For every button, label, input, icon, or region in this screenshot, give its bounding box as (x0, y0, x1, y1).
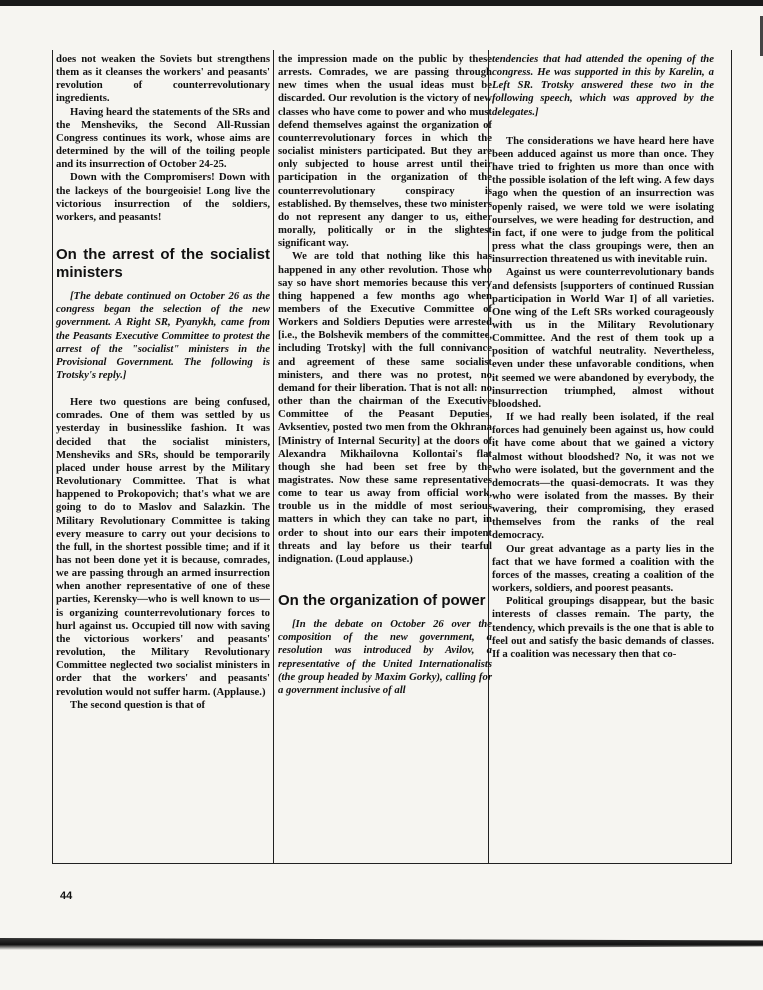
bottom-border (52, 863, 732, 864)
column-2 (278, 53, 492, 697)
paragraph: Political groupings disappear, but the basic interests of classes remain. The party, the tendency, which prevails is the one that is able to feel out and satisfy the basic demands of classes. If a coalition was necessary then that co- (492, 595, 714, 660)
left-border (52, 50, 53, 864)
paragraph: Having heard the statements of the SRs and the Mensheviks, the Second All-Russian Congress continues its work, whose aims are determined by the will of the toiling people and its insurrection of October 24-25. (56, 105, 270, 171)
editorial-intro: [In the debate on October 26 over the composition of the new government, a resolution was introduced by Avilov, a representative of the United Internationalists (the group headed by Maxim Gorky), calling for a government inclusive of all (278, 618, 492, 696)
paragraph: If we had really been isolated, if the real forces had genuinely been against us, how could it have come about that we gained a victory almost without bloodshed? No, it was not we who were isolated, but the government and the democrats—the quasi-democrats. It was they who were isolated from the masses. By their wavering, their compromising, they erased themselves from the ranks of the real democracy. (492, 411, 714, 542)
paragraph: The second question is that of (70, 698, 206, 711)
paragraph: Against us were counterrevolutionary bands and defensists [supporters of continued Russian participation in World War I] of all varieties. One wing of the Left SRs worked courageously with us in the Military Revolutionary Committee. And the rest of them took up a position of watchful neutrality. Nevertheless, even under these unfavorable conditions, when it seemed we were abandoned by everybody, the insurrection triumphed, almost without bloodshed. (492, 266, 714, 410)
editorial-intro-continued: tendencies that had attended the opening of the congress. He was supported in this by Karelin, a Left SR. Trotsky answered these two in the following speech, which was approved by the delegates.] (492, 53, 714, 118)
section-heading: On the arrest of the socialist ministers (56, 246, 270, 282)
paragraph: The considerations we have heard here have been adduced against us more than once. They have tried to frighten us more than once with the possible isolation of the left wing. A few days ago when the question of an insurrection was openly raised, we were told we were isolating ourselves, we were heading for destruction, and in fact, if one were to judge from the political press what the class groupings were, then an insurrection threatened us with inevitable ruin. (492, 134, 714, 266)
right-border (731, 50, 732, 864)
paragraph: Here two questions are being confused, comrades. One of them was settled by us yesterday in businesslike fashion. It was decided that the socialist ministers, Mensheviks and SRs, should be temporarily placed under house arrest by the Military Revolutionary Committee. That is what happened to Prokopovich; that's what we are going to do to Maslov and Salazkin. The Military Revolutionary Committee is taking every measure to carry out your decisions to the full, in the shortest possible time; and if it has not been done yet it is because, comrades, we are passing through an armed insurrection when another representative of one of these parties, Kerensky—who is well known to us—is organizing counterrevolutionary forces to hurl against us. Occupied till now with saving the victorious workers' and peasants' revolution, the Military Revolutionary Committee neglected two socialist ministers in order that the workers' and peasants' revolution would not suffer harm. (Applause.) (56, 396, 270, 698)
editorial-intro: [The debate continued on October 26 as the congress began the selection of the new government. A Right SR, Pyanykh, came from the Peasants Executive Committee to protest the arrest of the "socialist" ministers in the Provisional Government. The following is Trotsky's reply.] (56, 290, 270, 381)
column-1 (56, 53, 270, 712)
top-border (0, 0, 763, 6)
column-divider-1 (273, 50, 274, 864)
page-frame (52, 50, 732, 864)
paragraph: Down with the Compromisers! Down with the lackeys of the bourgeoisie! Long live the victorious insurrection of the soldiers, workers, and peasants! (56, 171, 270, 223)
paragraph: does not weaken the Soviets but strengthens them as it cleanses the workers' and peasants' revolution of counterrevolutionary ingredients. (56, 53, 270, 105)
paragraph: the impression made on the public by these arrests. Comrades, we are passing through new times when the usual ideas must be discarded. Our revolution is the victory of new classes who have come to power and who must defend themselves against the organization of counterrevolutionary forces in which the socialist ministers participated. But they are only subjected to house arrest until their participation in the organization of the counterrevolutionary conspiracy is established. By themselves, these two ministers do not represent any danger to us, either morally, politically or in the slightest significant way. (278, 53, 492, 250)
bottom-scan-rule (0, 938, 763, 950)
paragraph: We are told that nothing like this has happened in any other revolution. Those who say so have short memories because this very thing happened a few months ago when members of the Executive Committee of Workers and Soldiers Deputies were arrested [i.e., the Bolshevik members of the committee, including Trotsky] with the full connivance and agreement of these same socialist ministers, and there was no protest, no demand for their liberation. That is not all: no other than the chairman of the Executive Committee of the Peasant Deputies, Avksentiev, posted two men from the Okhrana [Ministry of Internal Security] at the doors of Alexandra Mikhailovna Kollontai's flat though she had been set free by the magistrates. Now these same representatives come to tear us away from official work, trouble us in the middle of most serious matters in which they can take no part, in order to shout into our ears their impotent threats and lay before us their tearful indignation. (Loud applause.) (278, 250, 492, 565)
page-number: 44 (60, 890, 73, 902)
paragraph: Our great advantage as a party lies in the fact that we have formed a coalition with the forces of the masses, creating a coalition of the workers, soldiers, and poorest peasants. (492, 542, 714, 595)
column-3 (492, 53, 714, 661)
section-heading: On the organization of power (278, 592, 486, 610)
